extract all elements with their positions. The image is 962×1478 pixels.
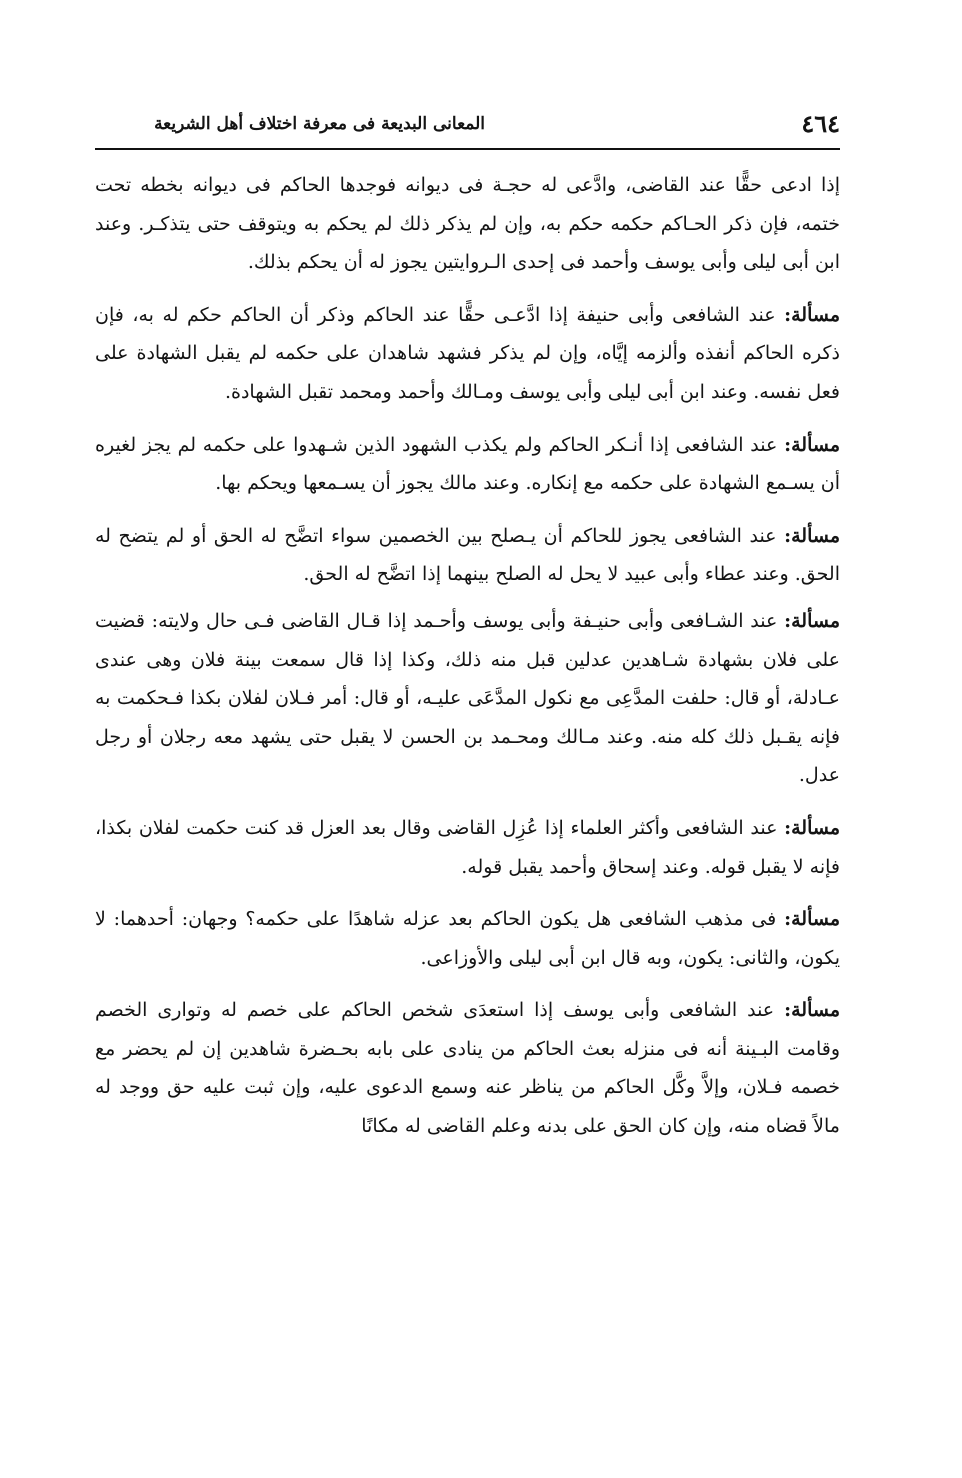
paragraph-text: إذا ادعى حقًّا عند القاضى، وادَّعى له حجـة فى ديوانه فوجدها الحاكم فى ديوانه بخطه تحت ختمه، فإن ذكر الحـاكم حكمه حكم به، وإن لم يذكر ذلك لم يحكم به ويتوقف حتى يتذكـر. وعند ابن أبى ليلى وأبى يوسف وأحمد فى إحدى الـروايتين يجوز له أن يحكم بذلك.: [95, 174, 840, 274]
issue-label: مسألة:: [784, 609, 840, 632]
paragraph-text: عند الشـافعى وأبى حنيـفة وأبى يوسف وأحـمد إذا قـال القاضى فـى حال ولايته: قضيت على فلان بشهادة شـاهدين عدلين قبل منه ذلك، وكذا إذا قال سمعت بينة فلان وهى عندى عـادلة، أو قال: حلفت المدَّعِى مع نكول المدَّعَى عليـه، أو قال: أمر فـلان لفلان بكذا فـحكمت به فإنه يقـبل ذلك كله منه. وعند مـالك ومحـمد بن الحسن لا يقبل حتى يشهد معه رجلان أو رجل عدل.: [95, 609, 840, 787]
paragraph: [95, 426, 840, 503]
page-number: ٤٦٤: [801, 109, 840, 138]
header-rule: [95, 148, 840, 150]
issue-label: مسألة:: [784, 908, 840, 931]
running-header: [95, 110, 840, 144]
paragraph: [95, 166, 840, 282]
paragraph-text: عند الشافعى وأبى يوسف إذا استعدَى شخص الحاكم على خصم له وتوارى الخصم وقامت البـينة أنه فى منزله بعث الحاكم من ينادى على بابه بحـضرة شاهدين إن لم يحضر مع خصمه فـلان، وإلاَّ وكَّل الحاكم من يناظر عنه وسمع الدعوى عليه، وإن ثبت عليه حق ووجد له مالاً قضاه منه، وإن كان الحق على بدنه وعلم القاضى له مكانًا: [95, 999, 840, 1138]
issue-label: مسألة:: [784, 999, 840, 1022]
paragraph: [95, 296, 840, 412]
paragraph: [95, 602, 840, 795]
paragraph-text: عند الشافعى إذا أنـكر الحاكم ولم يكذب الشهود الذين شـهدوا على حكمه لم يجز لغيره أن يسـمع الشهادة على حكمه مع إنكاره. وعند مالك يجوز أن يسـمعها ويحكم بها.: [95, 433, 840, 495]
issue-label: مسألة:: [784, 816, 841, 839]
paragraph: [95, 991, 840, 1145]
issue-label: مسألة:: [784, 303, 840, 326]
paragraph: [95, 900, 840, 977]
paragraph-text: عند الشافعى وأكثر العلماء إذا عُزِل القاضى وقال بعد العزل قد كنت حكمت لفلان بكذا، فإنه لا يقبل قوله. وعند إسحاق وأحمد يقبل قوله.: [95, 816, 840, 878]
paragraph-text: عند الشافعى يجوز للحاكم أن يـصلح بين الخصمين سواء اتضَّح له الحق أو لم يتضح له الحق. وعند عطاء وأبى عبيد لا يحل له الصلح بينهما إذا اتضَّح له الحق.: [95, 524, 840, 586]
page-body: [95, 166, 840, 1146]
running-title: المعانى البديعة فى معرفة اختلاف أهل الشريعة: [154, 114, 485, 134]
issue-label: مسألة:: [784, 524, 840, 547]
paragraph: [95, 517, 840, 594]
paragraph-text: عند الشافعى وأبى حنيفة إذا ادَّعـى حقًّا عند الحاكم وذكر أن الحاكم حكم له به، فإن ذكره الحاكم أنفذه وألزمه إيَّاه، وإن لم يذكر فشهد شاهدان على حكمه لم يقبل الشهادة على فعل نفسه. وعند ابن أبى ليلى وأبى يوسف ومـالك وأحمد ومحمد تقبل الشهادة.: [95, 303, 840, 403]
book-page: [95, 110, 840, 1146]
issue-label: مسألة:: [784, 433, 840, 456]
paragraph: [95, 809, 840, 886]
paragraph-text: فى مذهب الشافعى هل يكون الحاكم بعد عزله شاهدًا على حكمه؟ وجهان: أحدهما: لا يكون، والثانى: يكون، وبه قال ابن أبى ليلى والأوزاعى.: [95, 908, 840, 969]
